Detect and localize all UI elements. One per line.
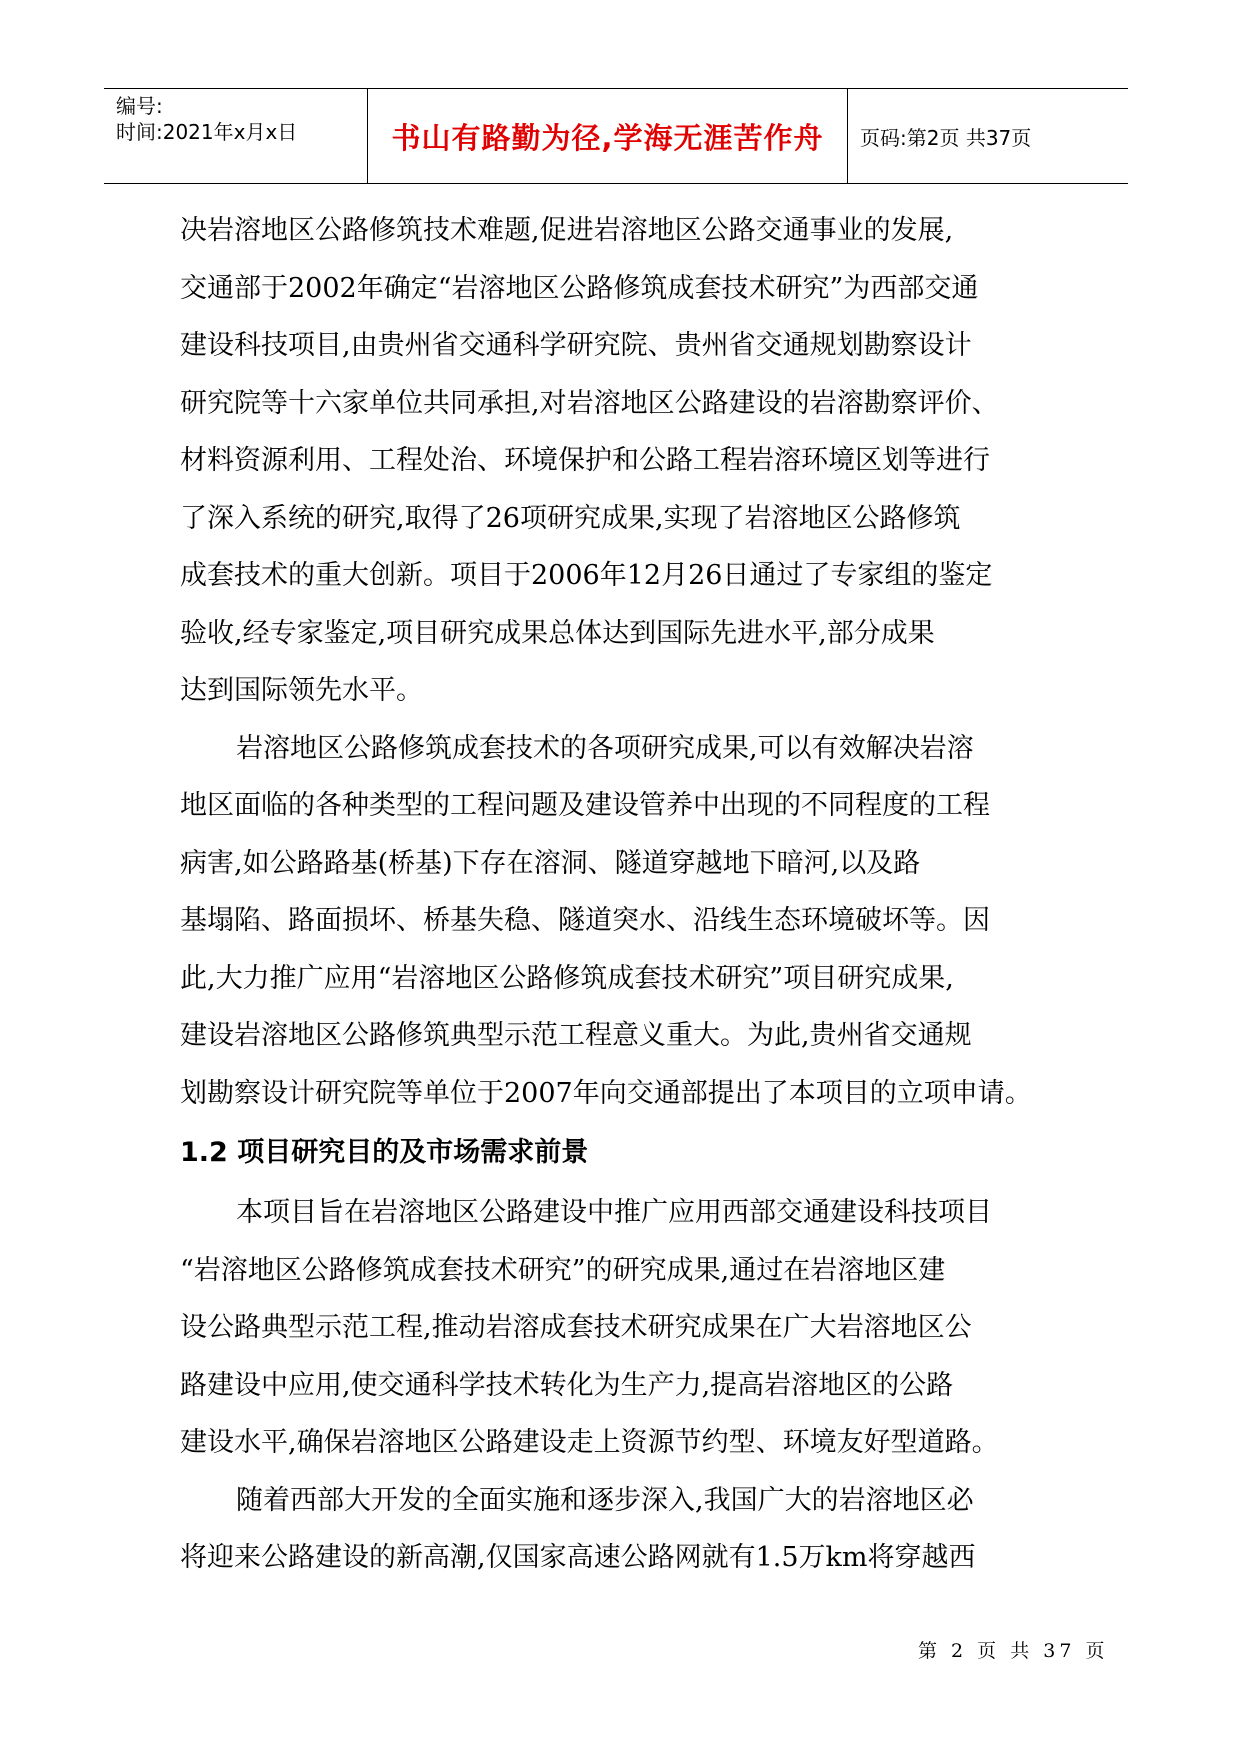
text-line: 本项目旨在岩溶地区公路建设中推广应用西部交通建设科技项目 — [236, 1197, 992, 1228]
text-line: 随着西部大开发的全面实施和逐步深入,我国广大的岩溶地区必 — [236, 1484, 974, 1516]
header-table — [104, 88, 1128, 184]
text-line: 基塌陷、路面损坏、桥基失稳、隧道突水、沿线生态环境破坏等。因 — [180, 905, 990, 936]
paragraph-3 — [180, 1184, 1080, 1472]
section-heading: 1.2 项目研究目的及市场需求前景 — [180, 1137, 589, 1168]
text-line: 研究院等十六家单位共同承担,对岩溶地区公路建设的岩溶勘察评价、 — [180, 387, 999, 419]
text-line: 交通部于2002年确定“岩溶地区公路修筑成套技术研究”为西部交通 — [180, 272, 979, 304]
text-line: 建设科技项目,由贵州省交通科学研究院、贵州省交通规划勘察设计 — [180, 330, 972, 361]
text-line: 将迎来公路建设的新高潮,仅国家高速公路网就有1.5万km将穿越西 — [180, 1542, 976, 1573]
text-line: 地区面临的各种类型的工程问题及建设管养中出现的不同程度的工程 — [180, 790, 990, 821]
header-motto-cell — [368, 89, 848, 183]
text-line: 路建设中应用,使交通科学技术转化为生产力,提高岩溶地区的公路 — [180, 1369, 954, 1401]
text-line: 岩溶地区公路修筑成套技术的各项研究成果,可以有效解决岩溶 — [236, 732, 974, 764]
header-page-cell — [848, 89, 1128, 183]
text-line: “岩溶地区公路修筑成套技术研究”的研究成果,通过在岩溶地区建 — [180, 1254, 946, 1286]
document-number-label: 编号: — [116, 94, 163, 118]
text-line: 决岩溶地区公路修筑技术难题,促进岩溶地区公路交通事业的发展, — [180, 215, 954, 246]
header-page-number: 页码:第2页 共37页 — [860, 125, 1032, 150]
text-line: 设公路典型示范工程,推动岩溶成套技术研究成果在广大岩溶地区公 — [180, 1312, 972, 1343]
document-time-label: 时间:2021年x月x日 — [116, 120, 298, 144]
text-line: 达到国际领先水平。 — [180, 675, 423, 706]
text-line: 此,大力推广应用“岩溶地区公路修筑成套技术研究”项目研究成果, — [180, 962, 954, 994]
paragraph-1 — [180, 202, 1080, 720]
paragraph-4 — [180, 1472, 1080, 1587]
text-line: 病害,如公路路基(桥基)下存在溶洞、隧道穿越地下暗河,以及路 — [180, 847, 921, 879]
text-line: 划勘察设计研究院等单位于2007年向交通部提出了本项目的立项申请。 — [180, 1077, 1032, 1109]
text-line: 验收,经专家鉴定,项目研究成果总体达到国际先进水平,部分成果 — [180, 617, 935, 649]
footer-page-number: 第 2 页 共 37 页 — [918, 1640, 1109, 1662]
header-info-cell — [104, 89, 368, 183]
text-line: 建设水平,确保岩溶地区公路建设走上资源节约型、环境友好型道路。 — [180, 1427, 999, 1458]
text-line: 建设岩溶地区公路修筑典型示范工程意义重大。为此,贵州省交通规 — [180, 1020, 972, 1051]
text-line: 成套技术的重大创新。项目于2006年12月26日通过了专家组的鉴定 — [180, 560, 993, 591]
text-line: 材料资源利用、工程处治、环境保护和公路工程岩溶环境区划等进行 — [180, 445, 990, 476]
paragraph-2 — [180, 720, 1080, 1123]
text-line: 了深入系统的研究,取得了26项研究成果,实现了岩溶地区公路修筑 — [180, 502, 961, 534]
document-body — [180, 202, 1080, 1587]
header-motto: 书山有路勤为径,学海无涯苦作舟 — [391, 120, 824, 155]
